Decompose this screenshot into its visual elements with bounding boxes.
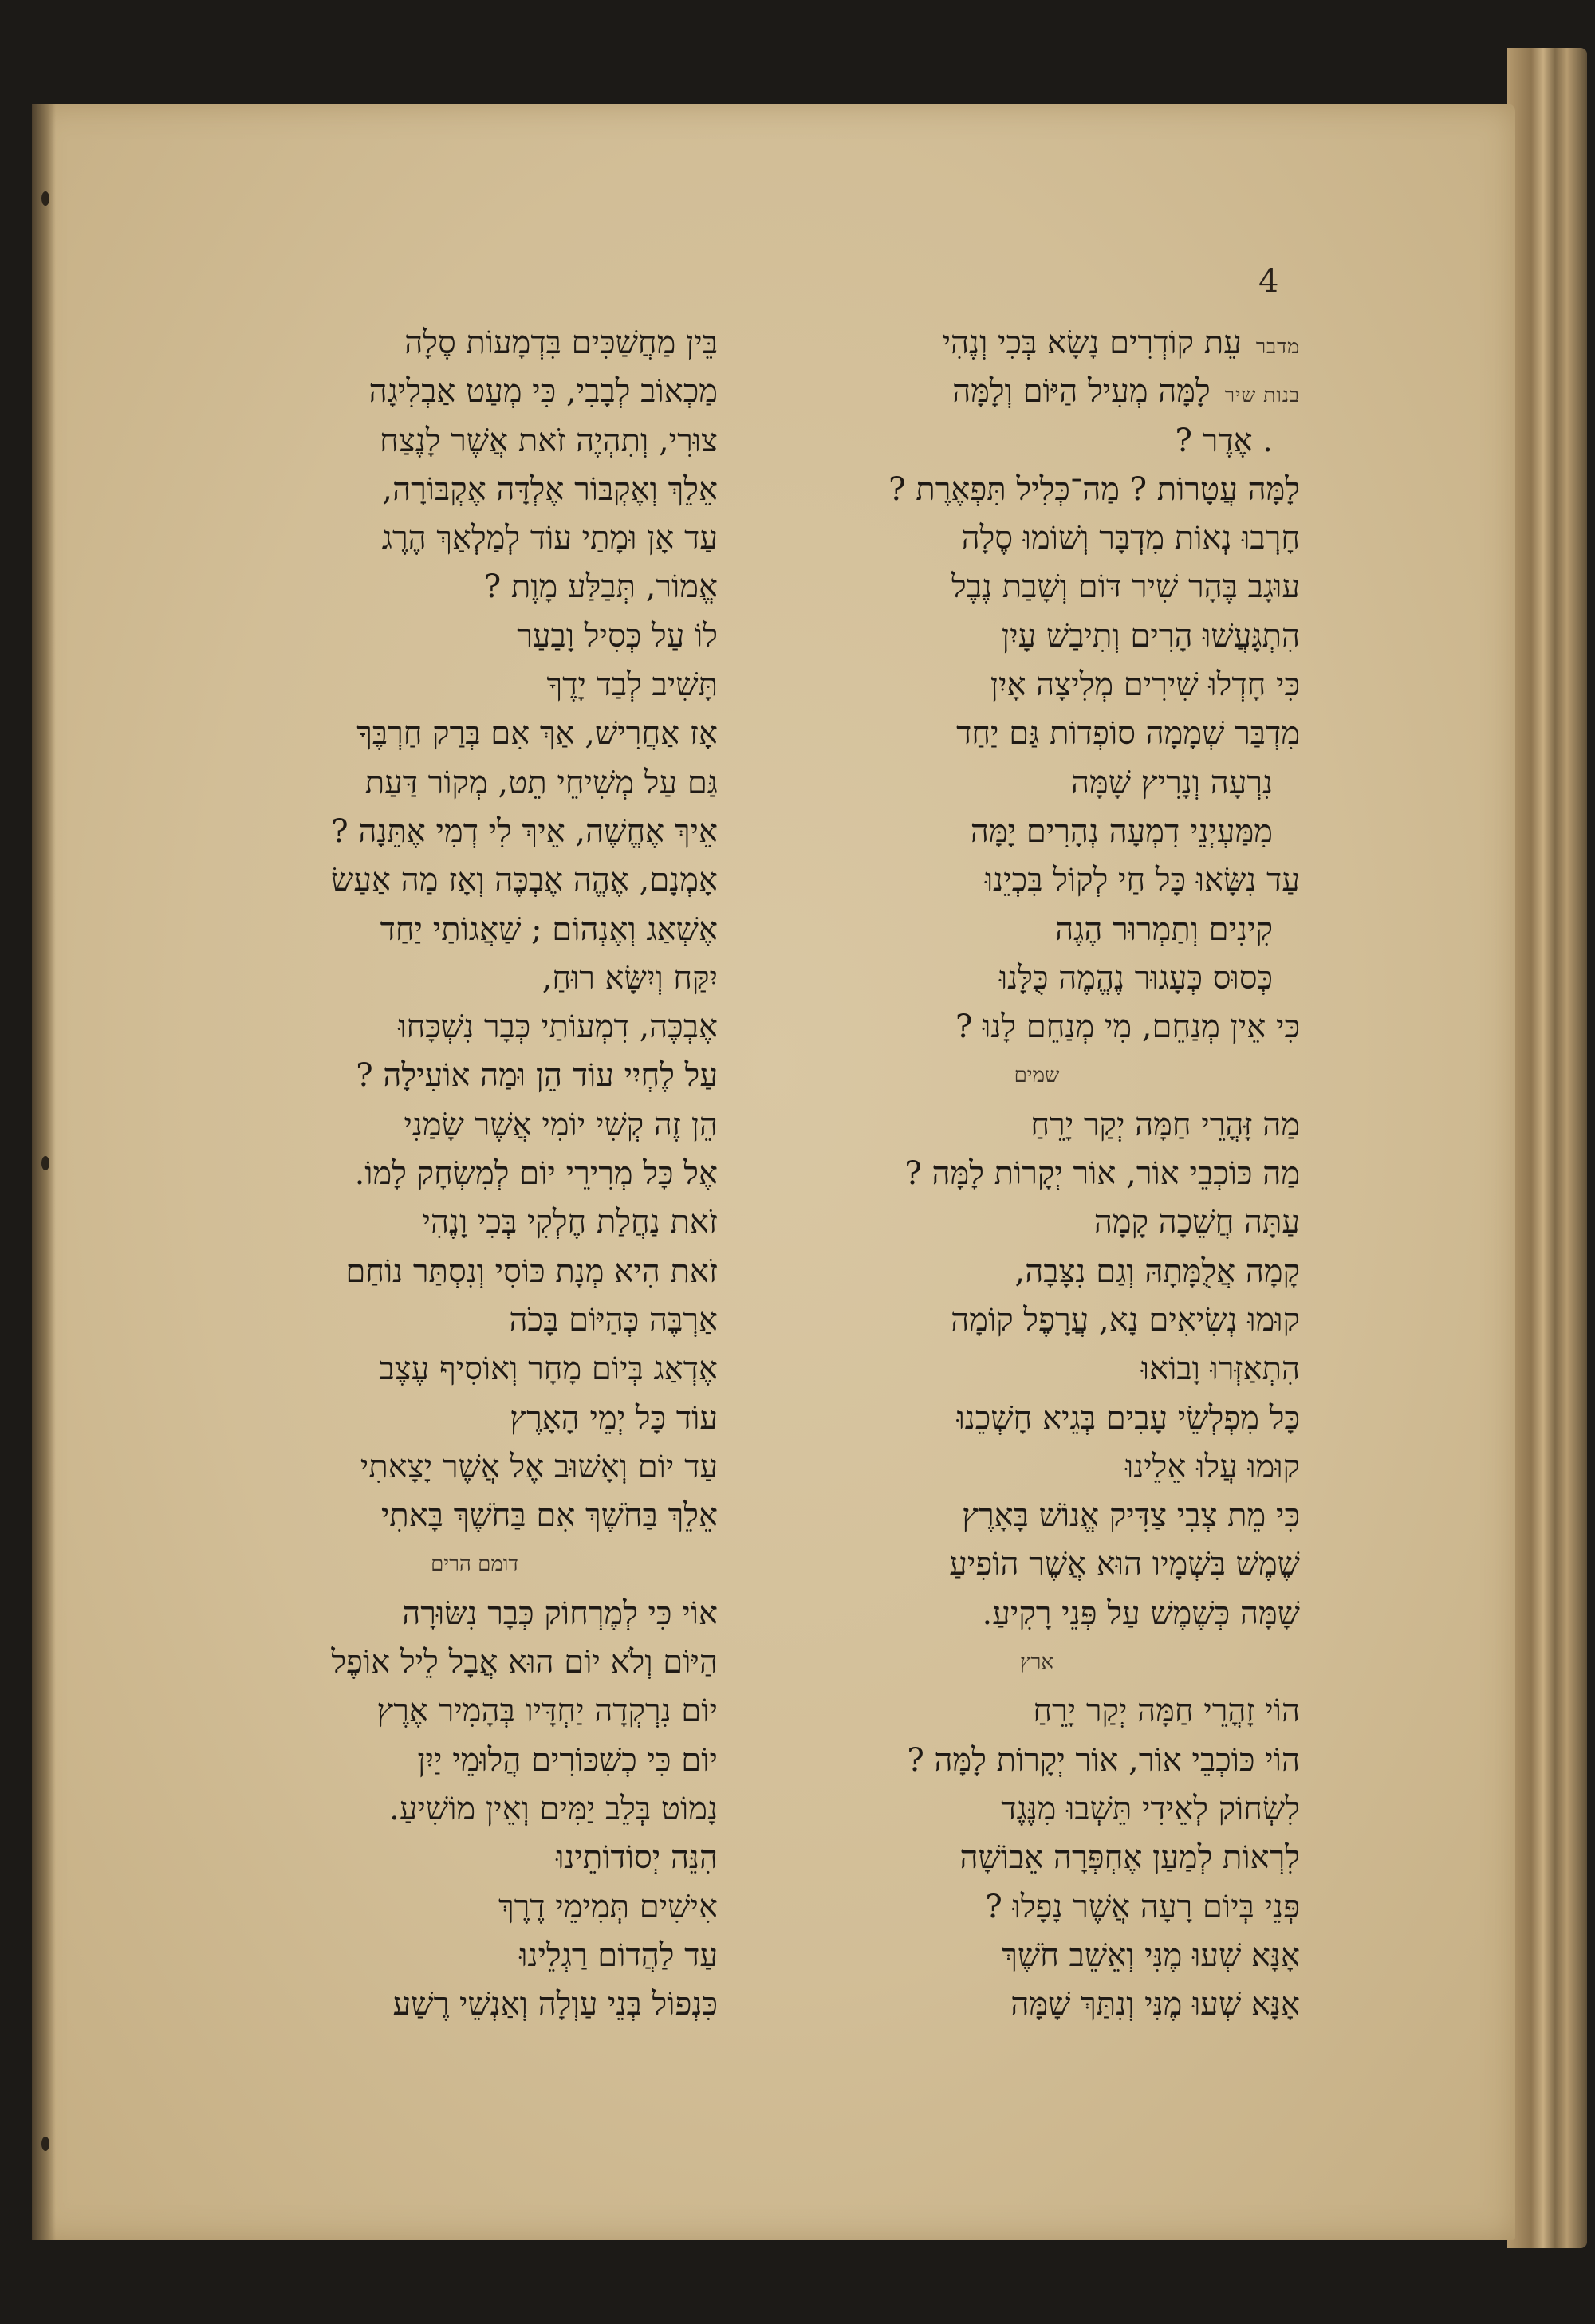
poem-line: יוֹם נִרְקְדָה יַחְדָּיו בְּהָמִיר אֶרֶץ — [376, 1693, 718, 1730]
line-text: חָרְבוּ נְאוֹת מִדְבָּר וְשׁוֹמוּ סֶלָה — [961, 520, 1300, 557]
poem-line: אָנָּא שְׁעוּ מֶנִּי וְנִתַּךְ שָׁמָּה — [1010, 1986, 1300, 2023]
poem-line: גַּם עַל מְשִׁיחֵי תֵט, מְקוֹר דַּעַת — [364, 764, 718, 801]
poem-line — [774, 612, 1300, 661]
poem-line: הוֹי זָהֳרֵי חַמָּה יְקַר יָרֵחַ — [1033, 1693, 1300, 1730]
binding-hole — [41, 191, 49, 206]
line-text: כְּסוּס כְּעָגוּר נֶהֱמֶה כֻּלָּנוּ — [999, 959, 1273, 997]
speaker-note: בנות שיר — [1224, 383, 1300, 407]
line-text: . אֶדֶר ? — [1175, 422, 1273, 459]
poem-line: הַיּוֹם וְלֹא יוֹם הוּא אֲבָל לֵיל אוֹפֶל — [331, 1644, 718, 1681]
poem-line: מַה כּוֹכְבֵי אוֹר, אוֹר יְקָרוֹת לָמָּה ? — [904, 1155, 1300, 1193]
poem-line: צוּרִי, וְתִהְיֶה זֹאת אֲשֶׁר לָנֶצַח — [380, 422, 718, 459]
poem-line: יִקַּח וְיִשָּׂא רוּחַ, — [542, 959, 718, 997]
poem-line: בֵּין מַחֲשַׁכִּים בִּדְמָעוֹת סֶלָה — [404, 324, 718, 361]
poem-line — [774, 856, 1300, 905]
poem-line — [774, 808, 1300, 856]
poem-line: אֶבְכֶּה, דִמְעוֹתַי כְּבָר נִשְׁכָּחוּ — [398, 1009, 718, 1046]
poem-line: אָז אַחֲרִישׁ, אַךְ אִם בְּרַק חַרְבֶּךָ — [356, 715, 718, 753]
poem-line: הוֹי כּוֹכְבֵי אוֹר, אוֹר יְקָרוֹת לָמָּה ? — [907, 1741, 1300, 1779]
line-text: נִרְעָה וְנָרִיץ שָׁמָּה — [1071, 764, 1273, 801]
poem-line: עַתָּה חֲשֵׁכָה קָמָה — [1093, 1204, 1300, 1241]
line-text: לָמָּה מְעִיל הַיּוֹם וְלָמָּה — [952, 373, 1211, 411]
poem-line: עוֹד כָּל יְמֵי הָאָרֶץ — [510, 1399, 718, 1437]
poem-line — [774, 466, 1300, 514]
line-text: כִּי חָדְלוּ שִׁירִים מְלִיצָה אָיִן — [990, 667, 1300, 704]
binding-hole — [41, 1156, 49, 1170]
line-text: עוּגָב בֶּהָר שִׁיר דּוֹם וְשָׁבַת נֶבֶל — [951, 568, 1300, 606]
poem-line: לוֹ עַל כְּסִיל וָבַעַר — [517, 617, 718, 655]
section-shamayim-lines — [774, 1101, 1300, 1638]
poem-line: אֵלֵךְ וְאֶקְבּוֹר אֶלְדָּה אֶקְבּוֹרָה, — [382, 470, 718, 508]
poem-line: אִישִׁים תְּמִימֵי דֶרֶךְ — [498, 1888, 718, 1925]
poem-line: עַד אָן וּמָתַי עוֹד לְמַלְאַךְ הֶרֶג — [381, 520, 718, 557]
poem-line: שָׁמָּה כְּשֶׁמֶשׁ עַל פְּנֵי רָקִיעַ. — [982, 1595, 1300, 1632]
poem-line: תָּשִׁיב לְבַד יָדֶךָ — [546, 667, 718, 704]
page-number: 4 — [1258, 263, 1279, 300]
poem-line: עַל לֶחְיִי עוֹד הֵן וּמַה אוֹעִילָה ? — [356, 1057, 718, 1095]
line-text: הִתְגָּעֲשׁוּ הָרִים וְתִיבַשׁ עָיִן — [1001, 617, 1300, 655]
poem-line: הֵן זֶה קְשִׁי יוֹמִי אֲשֶׁר שָׂמַנִי — [404, 1106, 718, 1143]
poem-line: קוּמוּ נְשִׂיאִים נָא, עֲרָפֶל קוֹמָה — [951, 1301, 1300, 1339]
poem-line: עַד לַהֲדוֹם רַגְלֵינוּ — [519, 1937, 718, 1974]
poem-line: הִנֵּה יְסוֹדוֹתֵינוּ — [556, 1839, 718, 1877]
speaker-note: מדבר — [1255, 335, 1300, 358]
poem-line: כָּל מִפְלְשֵׂי עָבִים בְּגֵיא חָשְׁכֵנוּ — [956, 1399, 1300, 1437]
section-heading-shamayim: שמים — [1014, 1064, 1060, 1088]
line-text: כִּי אֵין מְנַחֵם, מִי מְנַחֵם לָנוּ ? — [955, 1009, 1300, 1046]
section-heading-eretz: ארץ — [1020, 1650, 1053, 1675]
right-column-lines — [774, 319, 1300, 1052]
section-domem-harim-lines — [231, 1590, 718, 2030]
poem-line — [774, 710, 1300, 758]
poem-line — [774, 906, 1300, 954]
poem-line: אָמְנָם, אֶהֱה אֶבְכֶּה וְאָז מַה אַעַשׂ — [331, 862, 718, 899]
section-heading-domem-harim: דומם הרים — [431, 1552, 518, 1577]
section-eretz-lines — [774, 1687, 1300, 2029]
poem-line: לִשְׂחוֹק לְאֵידִי תֵּשְׁבוּ מִנֶּגֶד — [1001, 1790, 1300, 1827]
poem-line: אֶדְאַג בְּיוֹם מָחָר וְאוֹסִיף עֶצֶב — [379, 1351, 718, 1388]
book-spine — [32, 104, 56, 2240]
poem-line — [774, 661, 1300, 710]
poem-line: נָמוֹט בְּלֵב יַמִּים וְאֵין מוֹשִׁיעַ. — [389, 1790, 718, 1827]
poem-line: אֶל כָּל מְרִירֵי יוֹם לְמִשְׂחָק לָמוֹ. — [354, 1155, 718, 1193]
poem-line: זֹאת הִיא מְנָת כּוֹסִי וְנִסְתַּר נוֹחַם — [345, 1252, 718, 1290]
poem-line: מַכְאוֹב לְבָבִי, כִּי מְעַט אַבְלִיגָה — [368, 373, 718, 411]
poem-line: קוּמוּ עֲלוּ אֵלֵינוּ — [1124, 1448, 1300, 1485]
poem-line: אֵלֵךְ בַּחֹשֶׁךְ אִם בַּחֹשֶׁךְ בָּאתִי — [380, 1497, 718, 1535]
poem-line: אֱמוֹר, תְּבַלַּע מָוֶת ? — [483, 568, 718, 606]
line-text: עֵת קוֹדְרִים נָשָׂא בְּכִי וְנֶהִי — [942, 324, 1242, 361]
poem-line — [774, 1003, 1300, 1052]
line-text: מִמַּעְיְנֵי דִמְעָה נְהָרִים יָמָּה — [970, 812, 1273, 850]
right-column — [774, 319, 1300, 2029]
line-text: עַד נִשָּׂאוּ כָּל חַי לְקוֹל בִּכְיֵנוּ — [984, 862, 1300, 899]
poem-line: שֶׁמֶשׁ בִּשְׁמָיו הוּא אֲשֶׁר הוֹפִיעַ — [949, 1546, 1300, 1583]
line-text: לָמָּה עֲטָרוֹת ? מַה־כְּלִיל תִּפְאֶרֶת ? — [888, 470, 1300, 508]
poem-line: עַד יוֹם וְאָשׁוּב אֶל אֲשֶׁר יָצָאתִי — [360, 1448, 718, 1485]
poem-line — [774, 368, 1300, 416]
page-edges — [1507, 48, 1587, 2248]
line-text: מִדְבַּר שְׁמָמָה סוֹפְדוֹת גַּם יַחַד — [956, 715, 1300, 753]
poem-line: זֹאת נַחֲלַת חֶלְקִי בְּכִי וָנֶהִי — [422, 1204, 718, 1241]
poem-line: הִתְאַזְּרוּ וָבוֹאוּ — [1140, 1351, 1300, 1388]
poem-line: אַרְבֶּה כְּהַיּוֹם בָּכֹה — [509, 1301, 718, 1339]
poem-line: קָמָה אֲלֻמָּתָהּ וְגַם נִצָּבָה, — [1014, 1252, 1300, 1290]
binding-hole — [41, 2137, 49, 2151]
line-text: קִינִים וְתַמְרוּר הֶגֶה — [1055, 910, 1273, 948]
poem-line: מַה זָּהֳרֵי חַמָּה יְקַר יָרֵחַ — [1030, 1106, 1300, 1143]
poem-line: כִּנְפוֹל בְּנֵי עַוְלָה וְאַנְשֵׁי רֶשַׁע — [392, 1986, 718, 2023]
poem-line: אוֹי כִּי לְמֶרְחוֹק כְּבָר נִשּׂוּרָה — [402, 1595, 718, 1632]
poem-line — [774, 514, 1300, 563]
poem-line: אָנָּא שְׁעוּ מֶנִּי וְאֵשֵׁב חֹשֶׁךְ — [1002, 1937, 1300, 1974]
poem-line — [774, 563, 1300, 611]
poem-line — [774, 319, 1300, 368]
poem-line: אֶשְׁאַג וְאֶנְהוֹם ; שַׁאֲגוֹתַי יַחַד — [380, 910, 718, 948]
poem-line: לִרְאוֹת לְמַעַן אֶחְפְּרָה אֵבוֹשָׁה — [959, 1839, 1300, 1877]
poem-line: אֵיךְ אֶחֱשֶׁה, אֵיךְ לִי דְמִי אֶתֵּנָה ? — [331, 812, 718, 850]
poem-line — [774, 954, 1300, 1003]
left-column — [231, 319, 718, 2029]
poem-line — [774, 759, 1300, 808]
left-column-lines — [231, 319, 718, 1540]
poem-line: כִּי מֵת צְבִי צַדִּיק אֱנוֹשׁ בָּאָרֶץ — [962, 1497, 1300, 1535]
poem-line — [774, 417, 1300, 466]
poem-line: יוֹם כִּי כְשִׁכּוֹרִים הֲלוּמֵי יַיִן — [417, 1741, 718, 1779]
poem-line: פְּנֵי בְּיוֹם רָעָה אֲשֶׁר נָפָלוּ ? — [985, 1888, 1300, 1925]
